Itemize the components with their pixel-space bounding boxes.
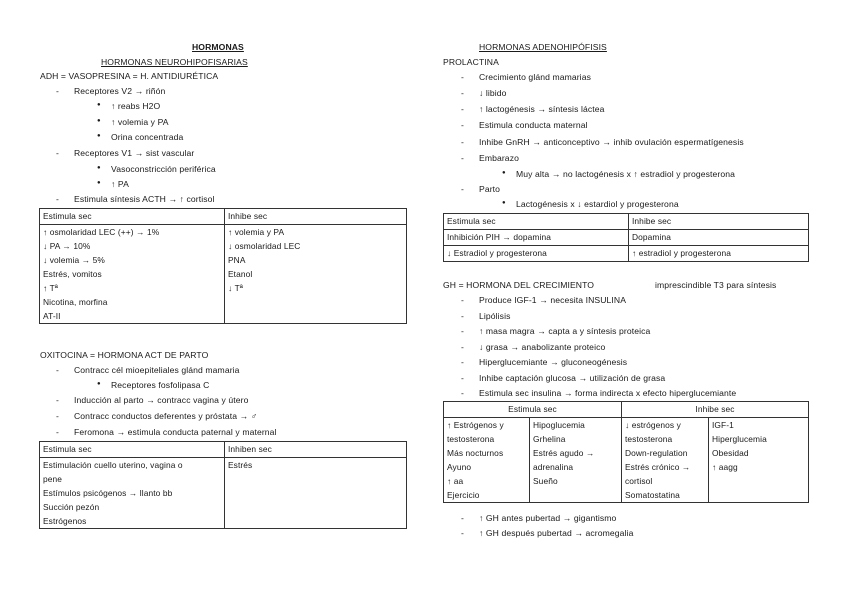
table-row: Succión pezón: [43, 502, 100, 512]
gh-item: - Hiperglucemiante → gluconeogénesis: [479, 357, 627, 367]
adh-v2-item: ● Orina concentrada: [111, 132, 183, 142]
table-row: Obesidad: [712, 448, 749, 458]
table-row: ↑ Tª: [43, 283, 58, 293]
table-row: Down-regulation: [625, 448, 688, 458]
table-row: ↓ osmolaridad LEC: [228, 241, 301, 251]
table-row: Hipoglucemia: [533, 420, 585, 430]
oxitocina-heading: OXITOCINA = HORMONA ACT DE PARTO: [40, 350, 209, 360]
table-row: Estrés crónico →: [625, 462, 691, 472]
gh-table: [443, 401, 809, 503]
adh-v2-item: ● ↑ volemia y PA: [111, 117, 169, 127]
oxi-header-estimula: Estimula sec: [40, 442, 225, 458]
gh-note: imprescindible T3 para síntesis: [655, 280, 777, 290]
table-row: Estrés agudo →: [533, 448, 595, 458]
table-row: ↓ Tª: [228, 283, 243, 293]
table-row: Ayuno: [447, 462, 472, 472]
oxi-item: - Contracc cél mioepiteliales glánd mamaria: [74, 365, 240, 375]
adh-v2-item: ● ↑ reabs H2O: [111, 101, 160, 111]
oxi-sub-item: ● Receptores fosfolipasa C: [111, 380, 209, 390]
table-row: ↑ aagg: [712, 462, 738, 472]
adh-heading: ADH = VASOPRESINA = H. ANTIDIURÉTICA: [40, 71, 219, 81]
gh-item: - Produce IGF-1 → necesita INSULINA: [479, 295, 626, 305]
adh-v2: - Receptores V2 → riñón: [74, 86, 165, 96]
table-row: Sueño: [533, 476, 558, 486]
prl-embarazo-sub: ● Muy alta → no lactogénesis x ↑ estradiol y progesterona: [516, 169, 735, 179]
prl-item: - Embarazo: [479, 153, 519, 163]
prl-header-estimula: Estimula sec: [444, 214, 629, 230]
adh-inhibe-cell: [225, 225, 407, 324]
adh-v1: - Receptores V1 → sist vascular: [74, 148, 194, 158]
table-row: Etanol: [228, 269, 253, 279]
table-row: ↓ estrógenos y: [625, 420, 681, 430]
page-title: HORMONAS: [192, 42, 244, 52]
oxi-estimula-cell: [40, 458, 225, 529]
table-row: IGF-1: [712, 420, 734, 430]
table-row: Estímulos psicógenos → llanto bb: [43, 488, 173, 498]
prl-item: - Crecimiento glánd mamarias: [479, 72, 591, 82]
table-row: ↓ volemia → 5%: [43, 255, 105, 265]
gh-inhibe-col2: [709, 418, 809, 503]
oxi-item: - Inducción al parto → contracc vagina y útero: [74, 395, 248, 405]
table-row: pene: [43, 474, 63, 484]
prolactina-heading: PROLACTINA: [443, 57, 499, 67]
table-row: AT-II: [43, 311, 61, 321]
adenohipofisis-title: HORMONAS ADENOHIPÓFISIS: [479, 42, 607, 52]
prl-cell: Inhibición PIH → dopamina: [444, 230, 629, 246]
gh-header-estimula: Estimula sec: [444, 402, 622, 418]
table-row: Estrógenos: [43, 516, 87, 526]
table-row: [444, 246, 809, 262]
table-row: adrenalina: [533, 462, 574, 472]
oxi-item: - Contracc conductos deferentes y próstata → ♂: [74, 411, 257, 421]
table-row: [444, 230, 809, 246]
table-row: Hiperglucemia: [712, 434, 767, 444]
table-row: Más nocturnos: [447, 448, 504, 458]
adh-estimula-cell: [40, 225, 225, 324]
adh-header-inhibe: Inhibe sec: [225, 209, 407, 225]
table-row: ↓ PA → 10%: [43, 241, 91, 251]
table-row: Somatostatina: [625, 490, 680, 500]
prl-cell: ↓ Estradiol y progesterona: [444, 246, 629, 262]
table-row: Estimulación cuello uterino, vagina o: [43, 460, 183, 470]
neurohipofisarias-subtitle: HORMONAS NEUROHIPOFISARIAS: [101, 57, 248, 67]
gh-estimula-col2: [530, 418, 622, 503]
gh-item: - ↑ masa magra → capta a y síntesis proteica: [479, 326, 650, 336]
prl-cell: Dopamina: [629, 230, 809, 246]
prl-item: - ↓ libido: [479, 88, 507, 98]
gh-estimula-col1: [444, 418, 530, 503]
adh-v1-item: ● ↑ PA: [111, 179, 129, 189]
table-row: testosterona: [625, 434, 673, 444]
table-row: ↑ aa: [447, 476, 464, 486]
table-row: Ejercicio: [447, 490, 480, 500]
gh-item: - ↓ grasa → anabolizante proteico: [479, 342, 605, 352]
prl-header-inhibe: Inhibe sec: [629, 214, 809, 230]
gh-inhibe-col1: [622, 418, 709, 503]
table-row: Estrés: [228, 460, 253, 470]
table-row: ↑ Estrógenos y: [447, 420, 504, 430]
prl-item: - Inhibe GnRH → anticonceptivo → inhib ovulación espermatígenesis: [479, 137, 744, 147]
table-row: Estrés, vomitos: [43, 269, 102, 279]
table-row: Nicotina, morfina: [43, 297, 108, 307]
prl-parto-sub: ● Lactogénesis x ↓ estardiol y progesterona: [516, 199, 679, 209]
gh-item: - Lipólisis: [479, 311, 510, 321]
gh-after-item: - ↑ GH antes pubertad → gigantismo: [479, 513, 616, 523]
table-row: Grhelina: [533, 434, 566, 444]
adh-table: [39, 208, 407, 324]
prl-item: - ↑ lactogénesis → síntesis láctea: [479, 104, 604, 114]
gh-heading: GH = HORMONA DEL CRECIMIENTO: [443, 280, 595, 290]
adh-header-estimula: Estimula sec: [40, 209, 225, 225]
prl-cell: ↑ estradiol y progesterona: [629, 246, 809, 262]
table-row: ↑ volemia y PA: [228, 227, 285, 237]
table-row: cortisol: [625, 476, 653, 486]
prl-item: - Estimula conducta maternal: [479, 120, 588, 130]
adh-acth: - Estimula síntesis ACTH → ↑ cortisol: [74, 194, 215, 204]
gh-after-item: - ↑ GH después pubertad → acromegalia: [479, 528, 633, 538]
prolactina-table: [443, 213, 809, 262]
gh-item: - Estimula sec insulina → forma indirecta x efecto hiperglucemiante: [479, 388, 736, 398]
table-row: ↑ osmolaridad LEC (++) → 1%: [43, 227, 160, 237]
gh-header-inhibe: Inhibe sec: [622, 402, 809, 418]
table-row: PNA: [228, 255, 246, 265]
gh-item: - Inhibe captación glucosa → utilización de grasa: [479, 373, 665, 383]
adh-v1-item: ● Vasoconstricción periférica: [111, 164, 216, 174]
oxi-item: - Feromona → estimula conducta paternal y maternal: [74, 427, 277, 437]
oxi-inhiben-cell: [225, 458, 407, 529]
oxi-header-inhiben: Inhiben sec: [225, 442, 407, 458]
prl-parto: - Parto: [479, 184, 500, 194]
table-row: testosterona: [447, 434, 495, 444]
oxitocina-table: [39, 441, 407, 529]
